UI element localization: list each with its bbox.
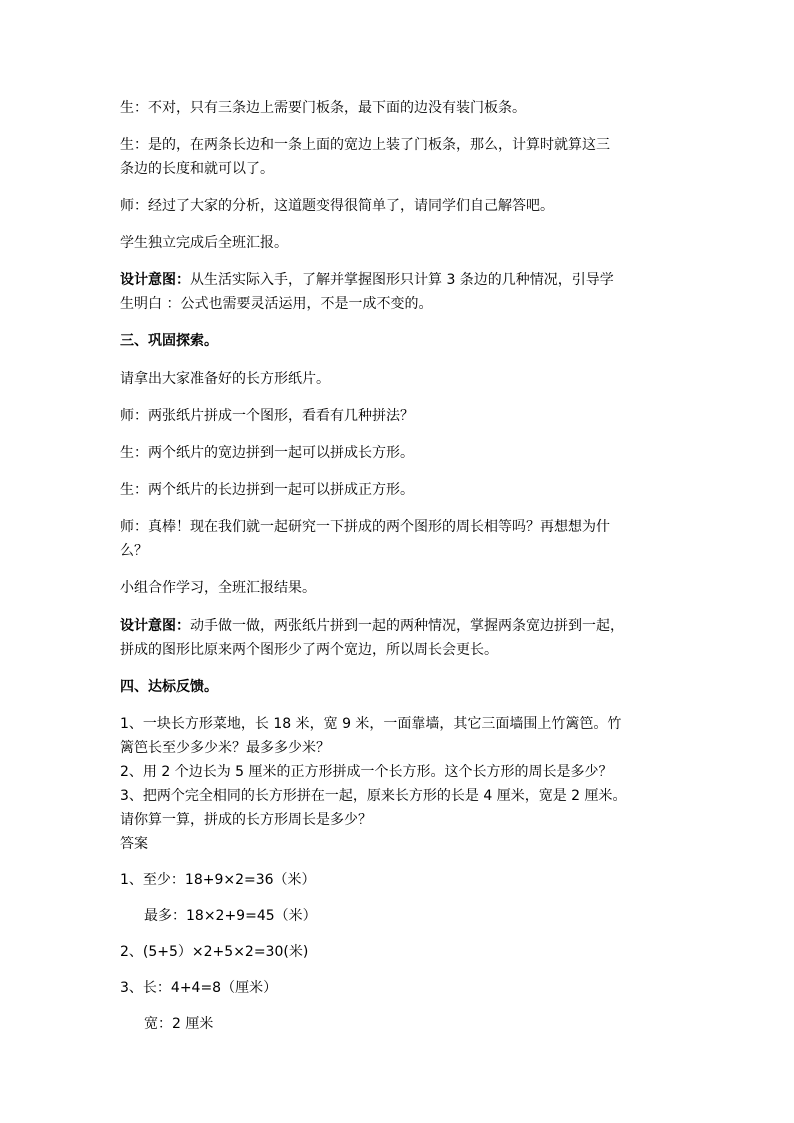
answer-line: 1、至少：18+9×2=36（米） [120,872,316,888]
answer-heading: 答案 [120,836,148,852]
answer-line: 3、长：4+4=8（厘米） [120,980,278,996]
paragraph: 学生独立完成后全班汇报。 [120,235,288,251]
design-intent-text: 从生活实际入手，了解并掌握图形只计算 3 条边的几种情况，引导学 [190,272,614,288]
exercise-line: 1、一块长方形菜地，长 18 米，宽 9 米，一面靠墙，其它三面墙围上竹篱笆。竹 [120,716,622,732]
design-intent-paragraph [120,268,690,292]
dialogue-line-continuation: 么？ [120,543,148,559]
answer-line: 最多：18×2+9=45（米） [144,908,317,924]
design-intent-paragraph [120,614,690,638]
dialogue-line: 生：不对，只有三条边上需要门板条，最下面的边没有装门板条。 [120,100,526,116]
dialogue-line: 生：两个纸片的宽边拼到一起可以拼成长方形。 [120,445,414,461]
paragraph: 小组合作学习，全班汇报结果。 [120,580,316,596]
paragraph: 请拿出大家准备好的长方形纸片。 [120,371,330,387]
design-intent-label: 设计意图： [120,272,190,288]
exercise-line-continuation: 篱笆长至少多少米？最多多少米？ [120,740,330,756]
exercise-line: 2、用 2 个边长为 5 厘米的正方形拼成一个长方形。这个长方形的周长是多少？ [120,764,613,780]
section-heading: 三、巩固探索。 [120,333,218,349]
exercise-line-continuation: 请你算一算，拼成的长方形周长是多少？ [120,812,372,828]
dialogue-line: 生：两个纸片的长边拼到一起可以拼成正方形。 [120,482,414,498]
section-heading: 四、达标反馈。 [120,679,218,695]
dialogue-line: 师：两张纸片拼成一个图形，看看有几种拼法？ [120,408,414,424]
dialogue-line: 师：经过了大家的分析，这道题变得很简单了，请同学们自己解答吧。 [120,198,554,214]
dialogue-line-continuation: 条边的长度和就可以了。 [120,161,274,177]
design-intent-label: 设计意图： [120,618,190,634]
exercise-line: 3、把两个完全相同的长方形拼在一起，原来长方形的长是 4 厘米，宽是 2 厘米。 [120,788,627,804]
design-intent-continuation: 生明白 ：公式也需要灵活运用，不是一成不变的。 [120,296,433,312]
answer-line: 宽：2 厘米 [144,1016,214,1032]
design-intent-text: 动手做一做，两张纸片拼到一起的两种情况，掌握两条宽边拼到一起， [190,618,624,634]
design-intent-continuation: 拼成的图形比原来两个图形少了两个宽边，所以周长会更长。 [120,642,498,658]
answer-line: 2、(5+5）×2+5×2=30(米) [120,944,309,960]
dialogue-line: 生：是的，在两条长边和一条上面的宽边上装了门板条，那么，计算时就算这三 [120,137,610,153]
dialogue-line: 师：真棒！现在我们就一起研究一下拼成的两个图形的周长相等吗？再想想为什 [120,519,610,535]
